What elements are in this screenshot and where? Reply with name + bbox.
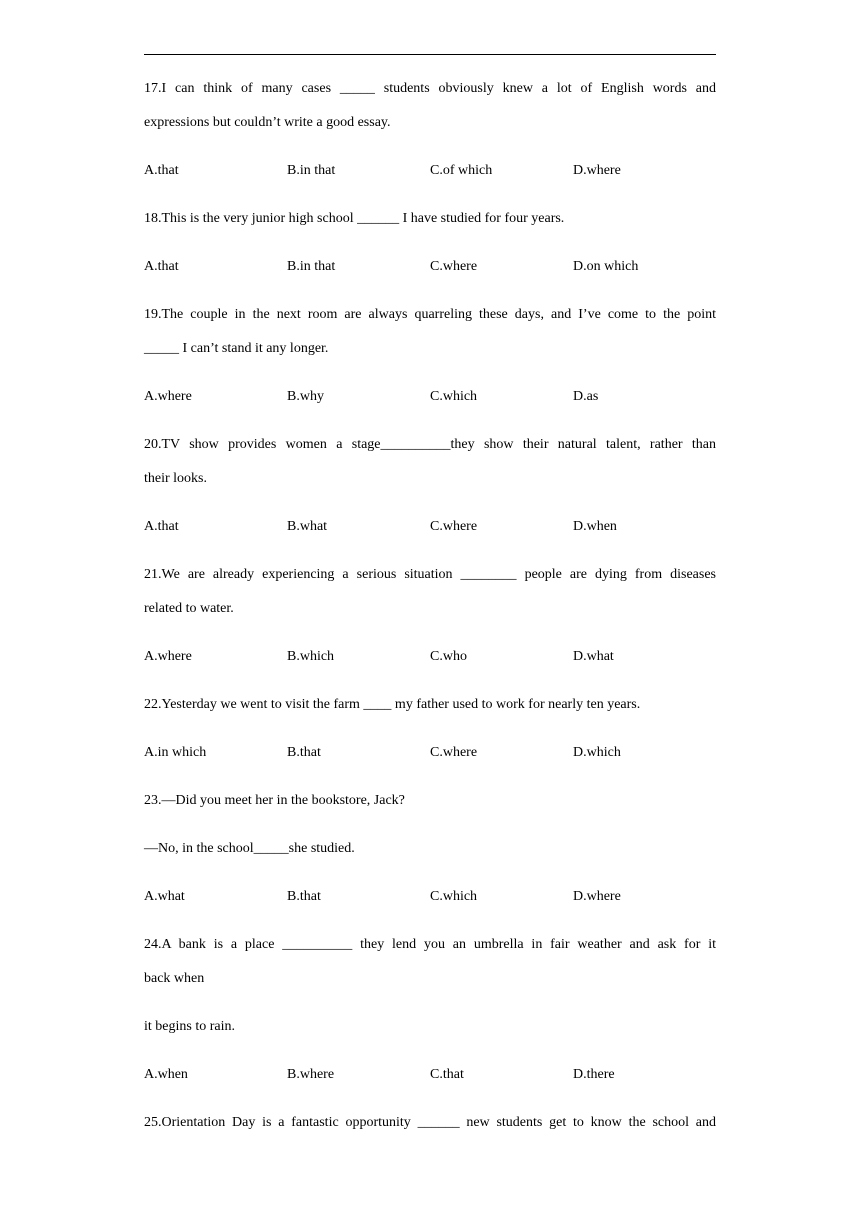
question-25 (144, 1106, 716, 1140)
question-text: 25.Orientation Day is a fantastic opportunity ______ new students get to know the school and (144, 1115, 716, 1130)
option-a: A.in which (144, 745, 207, 760)
option-c: C.which (430, 389, 478, 404)
option-d: D.on which (573, 259, 639, 274)
option-a: A.that (144, 163, 179, 178)
option-c: C.where (430, 519, 478, 534)
question-text: 24.A bank is a place __________ they lend you an umbrella in fair weather and ask for it (144, 937, 716, 952)
option-a: A.that (144, 519, 179, 534)
question-text: 21.We are already experiencing a serious situation ________ people are dying from diseases (144, 567, 716, 582)
option-c: C.who (430, 649, 467, 664)
option-d: D.where (573, 889, 621, 904)
answer-options (144, 380, 716, 414)
question-22 (144, 688, 716, 770)
option-d: D.which (573, 745, 621, 760)
option-b: B.why (287, 389, 324, 404)
question-text: back when (144, 971, 205, 986)
option-d: D.what (573, 649, 614, 664)
question-21 (144, 558, 716, 674)
option-c: C.that (430, 1067, 464, 1082)
option-d: D.there (573, 1067, 615, 1082)
question-20 (144, 428, 716, 544)
question-text: 19.The couple in the next room are always quarreling these days, and I’ve come to the point (144, 307, 716, 322)
option-a: A.what (144, 889, 185, 904)
option-b: B.where (287, 1067, 335, 1082)
question-text: 23.—Did you meet her in the bookstore, Jack? (144, 793, 405, 808)
option-d: D.as (573, 389, 599, 404)
answer-options (144, 154, 716, 188)
question-17 (144, 72, 716, 188)
question-text: their looks. (144, 471, 207, 486)
option-a: A.that (144, 259, 179, 274)
option-b: B.that (287, 889, 321, 904)
option-a: A.where (144, 649, 192, 664)
question-text: 22.Yesterday we went to visit the farm ____ my father used to work for nearly ten years. (144, 697, 641, 712)
question-list (144, 72, 716, 1140)
answer-options (144, 736, 716, 770)
answer-options (144, 250, 716, 284)
option-c: C.of which (430, 163, 493, 178)
question-text-continued: it begins to rain. (144, 1019, 235, 1034)
option-b: B.which (287, 649, 335, 664)
header-rule (144, 54, 716, 55)
question-dialogue-reply: —No, in the school_____she studied. (144, 841, 355, 856)
question-23 (144, 784, 716, 914)
option-b: B.that (287, 745, 321, 760)
option-d: D.when (573, 519, 617, 534)
answer-options (144, 880, 716, 914)
option-b: B.in that (287, 259, 336, 274)
option-c: C.where (430, 745, 478, 760)
option-b: B.what (287, 519, 328, 534)
question-24 (144, 928, 716, 1092)
option-c: C.which (430, 889, 478, 904)
question-text: 17.I can think of many cases _____ students obviously knew a lot of English words and (144, 81, 716, 96)
answer-options (144, 640, 716, 674)
question-18 (144, 202, 716, 284)
question-text: expressions but couldn’t write a good essay. (144, 115, 391, 130)
option-b: B.in that (287, 163, 336, 178)
option-d: D.where (573, 163, 621, 178)
question-text: 18.This is the very junior high school ______ I have studied for four years. (144, 211, 565, 226)
option-c: C.where (430, 259, 478, 274)
question-text: 20.TV show provides women a stage__________they show their natural talent, rather than (144, 437, 716, 452)
question-19 (144, 298, 716, 414)
answer-options (144, 1058, 716, 1092)
question-text: _____ I can’t stand it any longer. (144, 341, 329, 356)
option-a: A.where (144, 389, 192, 404)
answer-options (144, 510, 716, 544)
option-a: A.when (144, 1067, 188, 1082)
question-text: related to water. (144, 601, 234, 616)
